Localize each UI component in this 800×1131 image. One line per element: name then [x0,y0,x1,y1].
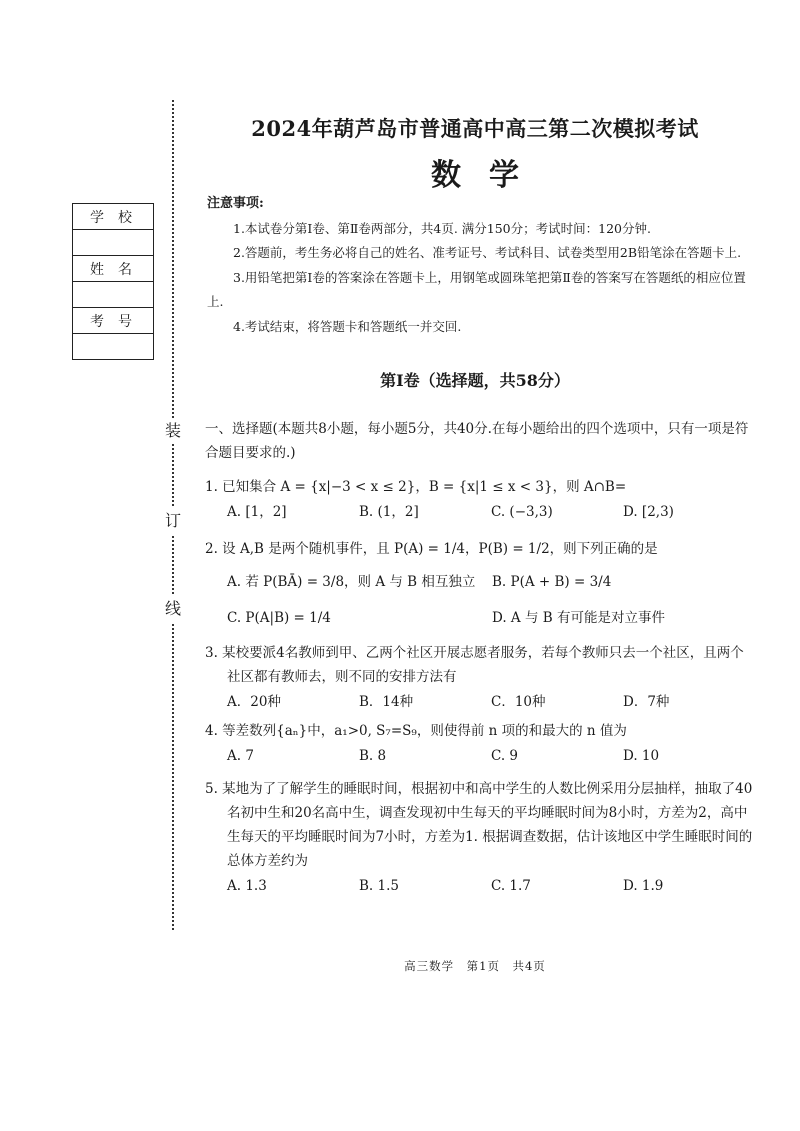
option-b: B. P(A + B) = 3/4 [492,574,612,590]
option-d: D．7种 [623,694,670,710]
option-a: A. 7 [227,748,254,764]
option-b: B. 1.5 [359,878,399,894]
option-d: D. A 与 B 有可能是对立事件 [492,610,665,626]
school-field [73,230,154,256]
question-5 [205,777,757,899]
options-row [205,743,757,769]
question-stem: 5. 某地为了了解学生的睡眠时间，根据初中和高中学生的人数比例采用分层抽样，抽取了40名初中生和20名高中生，调查发现初中生每天的平均睡眠时间为8小时，方差为2，高中生每天的平均睡眠时间为7小时，方差为1. 根据调查数据，估计该地区中学生睡眠时间的总体方差约为 [205,781,753,869]
exam-notes [207,192,757,339]
option-d: D. 1.9 [623,878,664,894]
notes-item-2: 2.答题前，考生务必将自己的姓名、准考证号、考试科目、试卷类型用2B铅笔涂在答题卡上. [233,245,742,260]
options-row [205,567,757,597]
option-c: C. 9 [491,748,519,764]
option-a: A. 若 P(BĀ) = 3/8，则 A 与 B 相互独立 [227,574,476,590]
option-c: C. (−3,3) [491,504,553,520]
student-info-table [72,203,154,360]
exam-number-field [73,334,154,360]
section-1-intro: 一、选择题(本题共8小题，每小题5分，共40分.在每小题给出的四个选项中，只有一项是符合题目要求的.) [205,421,749,461]
question-stem: 1. 已知集合 A = {x|−3 < x ≤ 2}，B = {x|1 ≤ x < 3}，则 A∩B= [205,479,627,495]
option-a: A．20种 [227,694,281,710]
option-c: C．10种 [491,694,546,710]
binding-char-zhuang: 装 [160,418,186,444]
options-row [205,873,757,899]
option-b: B. 8 [359,748,387,764]
question-1 [205,475,757,525]
questions-area [205,417,757,899]
question-stem: 4. 等差数列{aₙ}中，a₁>0, S₇=S₉，则使得前 n 项的和最大的 n 值为 [205,723,627,739]
exam-number-label: 考号 [73,308,154,334]
question-stem: 2. 设 A,B 是两个随机事件，且 P(A) = 1/4，P(B) = 1/2，则下列正确的是 [205,541,658,557]
options-row [205,499,757,525]
question-stem: 3. 某校要派4名教师到甲、乙两个社区开展志愿者服务，若每个教师只去一个社区，且两个社区都有教师去，则不同的安排方法有 [205,645,744,685]
school-label: 学校 [73,204,154,230]
notes-item-1: 1.本试卷分第Ⅰ卷、第Ⅱ卷两部分，共4页. 满分150分；考试时间：120分钟. [233,220,651,236]
notes-item-4: 4.考试结束，将答题卡和答题纸一并交回. [233,318,462,334]
name-field [73,282,154,308]
option-d: D. [2,3) [623,504,674,520]
option-c: C. P(A|B) = 1/4 [227,610,331,626]
binding-char-xian: 线 [160,596,186,622]
option-b: B. (1，2] [359,504,419,520]
question-3 [205,641,757,715]
options-row [205,689,757,715]
page-footer: 高三数学 第1页 共4页 [404,959,546,973]
notes-item-3: 3.用铅笔把第Ⅰ卷的答案涂在答题卡上，用钢笔或圆珠笔把第Ⅱ卷的答案写在答题纸的相应位置上. [207,269,746,309]
exam-subject: 数学 [431,158,547,193]
option-a: A. [1，2] [227,504,287,520]
question-4 [205,719,757,769]
options-row [205,603,757,633]
option-a: A. 1.3 [227,878,267,894]
section-1-title: 第Ⅰ卷（选择题，共58分） [380,371,570,390]
exam-title: 2024年葫芦岛市普通高中高三第二次模拟考试 [251,116,699,141]
binding-char-ding: 订 [160,508,186,534]
notes-heading: 注意事项: [207,196,264,211]
option-c: C. 1.7 [491,878,531,894]
option-d: D. 10 [623,748,660,764]
option-b: B．14种 [359,694,414,710]
question-2 [205,537,757,633]
name-label: 姓名 [73,256,154,282]
